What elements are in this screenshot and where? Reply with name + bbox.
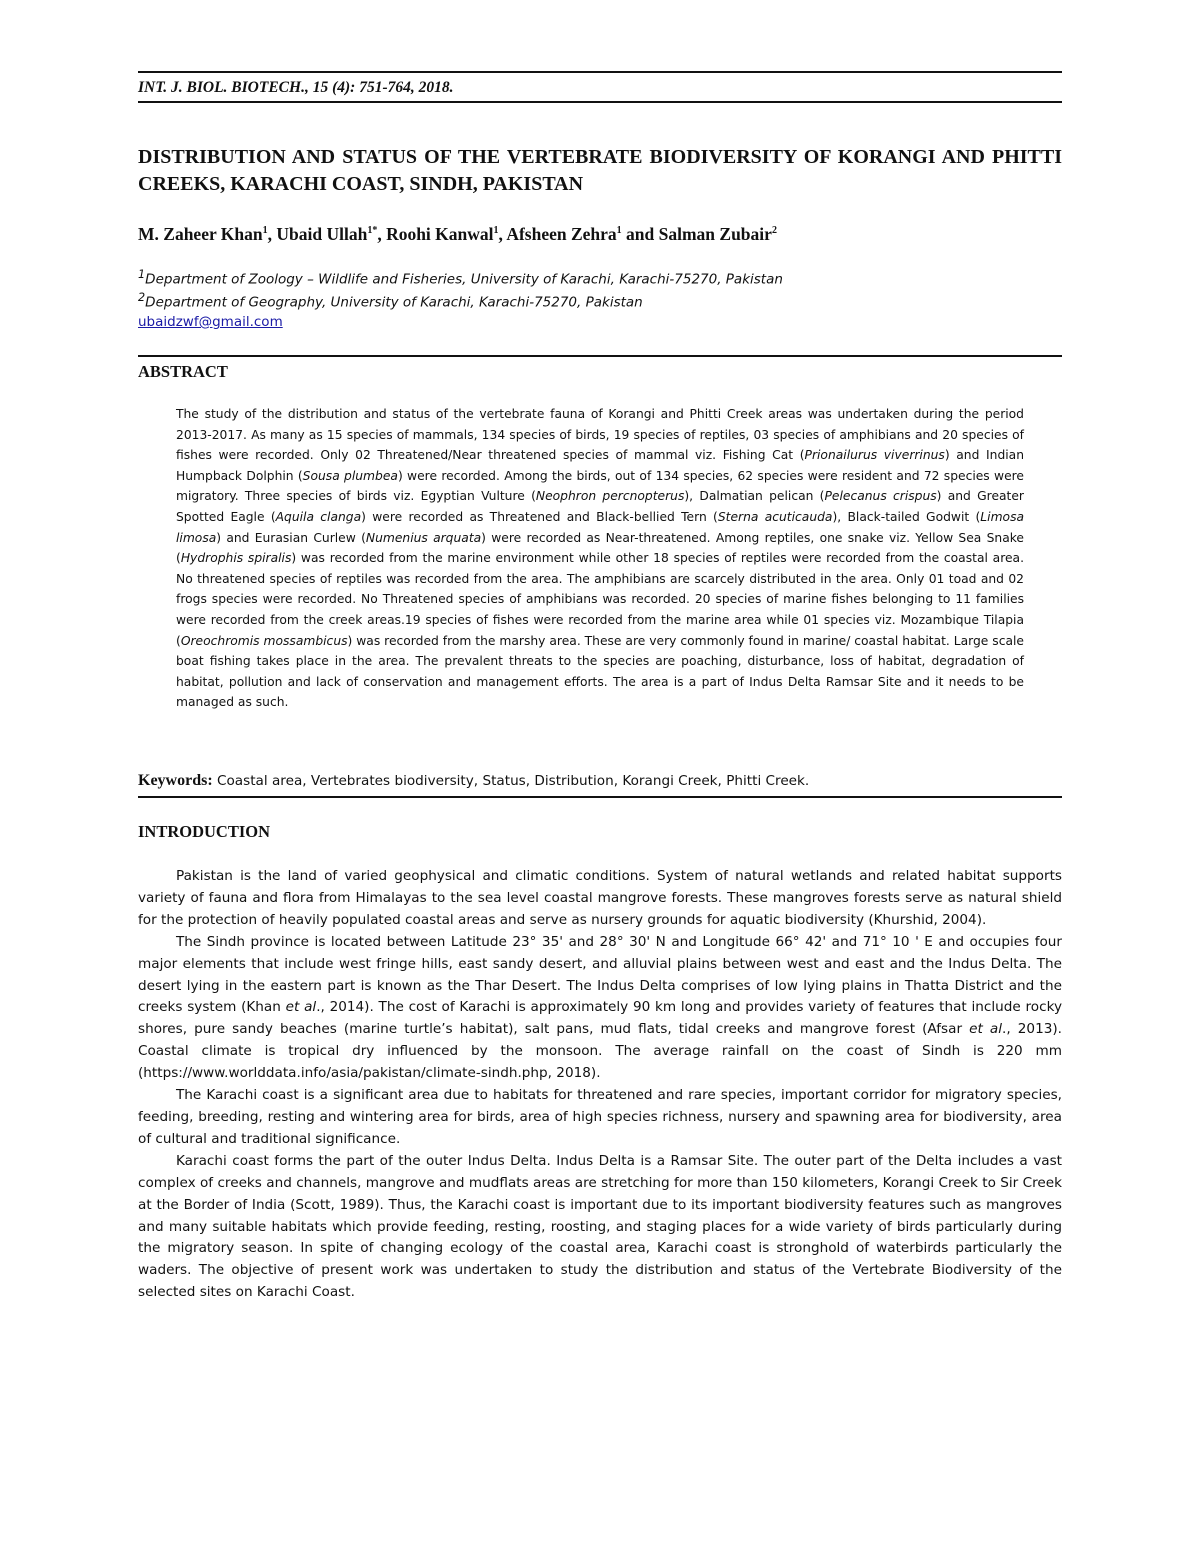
abstract-segment-text: The study of the distribution and status of the vertebrate fauna of Korangi and Phitti Creek areas was undertaken during the period 2013-2017. As many as 15 species of mammals, 134 species of birds, 19 species of reptiles, 03 species of amphibians and 20 species of fishes were recorded. Only 02 Threatened/Near threatened species of mammal viz. Fishing Cat ( [176, 407, 1024, 463]
corresponding-email-link[interactable]: ubaidzwf@gmail.com [138, 314, 283, 330]
abstract-segment-italic: Sterna acuticauda [717, 509, 833, 524]
abstract-segment-text: ) and Indian Humpback Dolphin ( [176, 448, 1025, 483]
journal-citation [138, 79, 453, 97]
author-separator: , [498, 224, 507, 244]
author-separator: , [377, 224, 387, 244]
abstract-segment-text: ), Dalmatian pelican ( [684, 489, 825, 504]
author-name: Ubaid Ullah [276, 224, 368, 244]
affiliation-1-marker: 1 [138, 268, 146, 281]
journal-volume: 15 (4): 751-764, 2018. [308, 79, 454, 96]
intro-segment-italic: et al [285, 999, 317, 1016]
author-separator: and [621, 224, 659, 244]
introduction-paragraph [138, 1151, 1062, 1304]
abstract-segment-italic: Limosa limosa [176, 509, 1025, 545]
introduction-paragraph [138, 866, 1062, 932]
introduction-paragraph [138, 1085, 1062, 1151]
intro-segment-text: Pakistan is the land of varied geophysical and climatic conditions. System of natural wetlands and related habitat supports variety of fauna and flora from Himalayas to the sea level coastal mangrove forests. These mangroves forests serve as natural shield for the protection of heavily populated coastal areas and serve as nursery grounds for aquatic biodiversity (Khurshid, 2004). [138, 868, 1062, 928]
keywords-bottom-rule [138, 796, 1062, 798]
author-name: Roohi Kanwal [386, 224, 494, 244]
intro-segment-text: The Karachi coast is a significant area due to habitats for threatened and rare species, important corridor for migratory species, feeding, breeding, resting and wintering area for birds, area of high species richness, nursery and spawning area for biodiversity, area of cultural and traditional significance. [138, 1087, 1062, 1147]
author-separator: , [267, 224, 277, 244]
introduction-paragraph [138, 932, 1062, 1085]
header-bottom-rule [138, 101, 1062, 103]
author-name: M. Zaheer Khan [138, 224, 263, 244]
keywords-line [138, 772, 809, 790]
header-top-rule [138, 71, 1062, 73]
abstract-segment-text: ) and Greater Spotted Eagle ( [176, 489, 1024, 524]
author-name: Salman Zubair [658, 224, 772, 244]
abstract-segment-italic: Sousa plumbea [302, 468, 398, 483]
abstract-segment-text: ) was recorded from the marine environment while other 18 species of reptiles were recorded from the coastal area. No threatened species of reptiles was recorded from the area. The amphibians are scarcely distributed in the area. Only 01 toad and 02 frogs species were recorded. No Threatened species of amphibians was recorded. 20 species of marine fishes belonging to 11 families were recorded from the creek areas.19 species of fishes were recorded from the marine area while 01 species viz. Mozambique Tilapia ( [176, 551, 1024, 648]
abstract-segment-italic: Numenius arquata [365, 530, 482, 545]
abstract-top-rule [138, 355, 1062, 357]
abstract-segment-text: ) was recorded from the marshy area. These are very commonly found in marine/ coastal habitat. Large scale boat fishing takes place in the area. The prevalent threats to the species are poaching, disturbance, loss of habitat, degradation of habitat, pollution and lack of conservation and management efforts. The area is a part of Indus Delta Ramsar Site and it needs to be managed as such. [176, 633, 1024, 710]
affiliation-1 [138, 268, 783, 288]
abstract-segment-text: ) were recorded. Among the birds, out of 134 species, 62 species were resident and 72 species were migratory. Three species of birds viz. Egyptian Vulture ( [176, 468, 1024, 504]
intro-segment-text: The Sindh province is located between Latitude 23° 35' and 28° 30' N and Longitude 66° 42' and 71° 10 ' E and occupies four major elements that include west fringe hills, east sandy desert, and alluvial plains between west and east and the Indus Delta. The desert lying in the eastern part is known as the Thar Desert. The Indus Delta comprises of low lying plains in Thatta District and the creeks system (Khan [138, 933, 1062, 1016]
affiliation-1-text: Department of Zoology – Wildlife and Fisheries, University of Karachi, Karachi-75270, Pakistan [145, 271, 783, 288]
author-affiliation-marker: 1 [262, 225, 268, 237]
abstract-segment-italic: Pelecanus crispus [824, 489, 937, 504]
author-affiliation-marker: 1* [367, 225, 378, 237]
abstract-heading: ABSTRACT [138, 362, 228, 381]
abstract-body [176, 404, 1024, 713]
affiliation-2-marker: 2 [138, 291, 146, 304]
author-affiliation-marker: 2 [771, 225, 777, 237]
author-affiliation-marker: 1 [616, 225, 622, 237]
intro-segment-italic: et al [969, 1021, 1003, 1038]
paper-title: DISTRIBUTION AND STATUS OF THE VERTEBRATE BIODIVERSITY OF KORANGI AND PHITTI CREEKS, KARACHI COAST, SINDH, PAKISTAN [138, 146, 1062, 195]
abstract-segment-italic: Hydrophis spiralis [180, 551, 292, 566]
keywords-label: Keywords: [138, 772, 213, 789]
abstract-segment-italic: Oreochromis mossambicus [180, 633, 348, 648]
author-name: Afsheen Zehra [506, 224, 617, 244]
intro-segment-text: ., 2014). The cost of Karachi is approximately 90 km long and provides variety of features that include rocky shores, pure sandy beaches (marine turtle’s habitat), salt pans, mud flats, tidal creeks and mangrove forest (Afsar [138, 999, 1063, 1038]
intro-segment-text: Karachi coast forms the part of the outer Indus Delta. Indus Delta is a Ramsar Site. The outer part of the Delta includes a vast complex of creeks and channels, mangrove and mudflats areas are stretching for more than 150 kilometers, Korangi Creek to Sir Creek at the Border of India (Scott, 1989). Thus, the Karachi coast is important due to its important biodiversity features such as mangroves and many suitable habitats which provide feeding, resting, roosting, and staging places for a wide variety of birds particularly during the migratory season. In spite of changing ecology of the coastal area, Karachi coast is stronghold of waterbirds particularly the waders. The objective of present work was undertaken to study the distribution and status of the Vertebrate Biodiversity of the selected sites on Karachi Coast. [138, 1152, 1062, 1301]
journal-name: INT. J. BIOL. BIOTECH., [138, 79, 309, 96]
abstract-segment-text: ), Black-tailed Godwit ( [832, 509, 981, 524]
intro-segment-text: ., 2013). Coastal climate is tropical dry influenced by the monsoon. The average rainfall on the coast of Sindh is 220 mm (https://www.worlddata.info/asia/pakistan/climate-sindh.php, 2018). [138, 1021, 1063, 1082]
abstract-segment-text: ) were recorded as Near-threatened. Among reptiles, one snake viz. Yellow Sea Snake ( [176, 530, 1024, 566]
introduction-heading: INTRODUCTION [138, 822, 271, 841]
affiliation-2-text: Department of Geography, University of Karachi, Karachi-75270, Pakistan [145, 294, 643, 311]
introduction-body [138, 866, 1062, 1304]
author-list [138, 224, 777, 245]
abstract-segment-text: ) were recorded as Threatened and Black-bellied Tern ( [361, 509, 718, 524]
keywords-text: Coastal area, Vertebrates biodiversity, Status, Distribution, Korangi Creek, Phitti Creek. [212, 773, 810, 789]
author-affiliation-marker: 1 [493, 225, 499, 237]
abstract-segment-italic: Prionailurus viverrinus [804, 448, 945, 463]
abstract-segment-text: ) and Eurasian Curlew ( [216, 530, 366, 545]
affiliation-2 [138, 291, 643, 311]
abstract-segment-italic: Neophron percnopterus [535, 489, 685, 504]
abstract-segment-italic: Aquila clanga [275, 509, 362, 524]
